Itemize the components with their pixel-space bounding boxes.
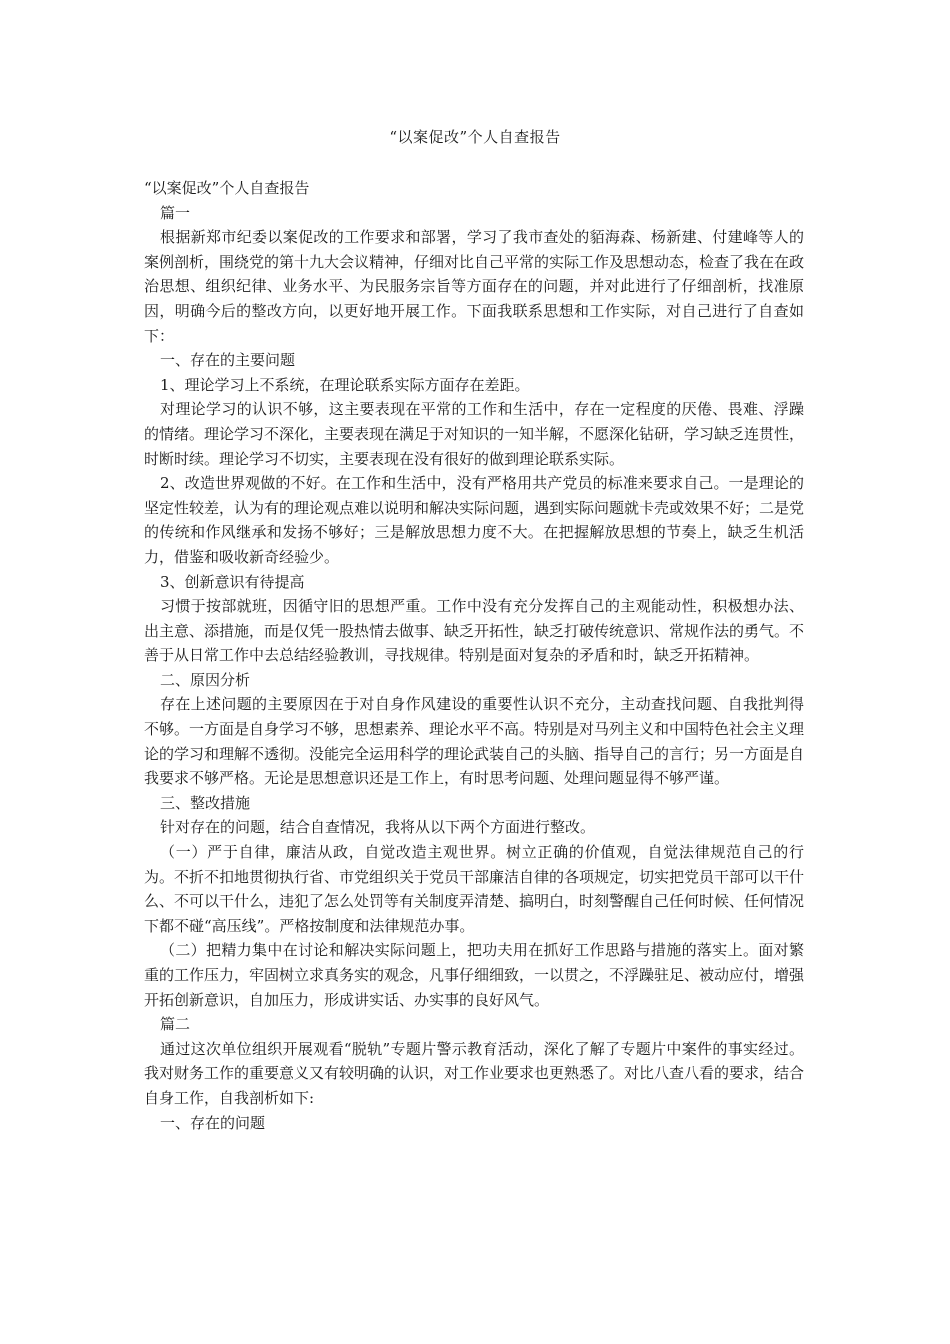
paragraph: 根据新郑市纪委以案促改的工作要求和部署，学习了我市查处的貊海森、杨新建、付建峰等人的案例剖析，围绕党的第十九大会议精神，仔细对比自己平常的实际工作及思想动态，检查了我在在政治思想、组织纪律、业务水平、为民服务宗旨等方面存在的问题，并对此进行了仔细剖析，找准原因，明确今后的整改方向，以更好地开展工作。下面我联系思想和工作实际，对自己进行了自查如下： [144, 228, 805, 345]
paragraph: 1、理论学习上不系统，在理论联系实际方面存在差距。 [160, 375, 530, 394]
paragraph: 3、创新意识有待提高 [160, 572, 305, 591]
paragraph: （二）把精力集中在讨论和解决实际问题上，把功夫用在抓好工作思路与措施的落实上。面对繁重的工作压力，牢固树立求真务实的观念，凡事仔细细致，一以贯之，不浮躁驻足、被动应付，增强开拓创新意识，自加压力，形成讲实话、办实事的良好风气。 [144, 941, 805, 1009]
paragraph: 针对存在的问题，结合自查情况，我将从以下两个方面进行整改。 [160, 818, 596, 837]
paragraph: （一）严于自律，廉洁从政，自觉改造主观世界。树立正确的价值观，自觉法律规范自己的行为。不折不扣地贯彻执行省、市党组织关于党员干部廉洁自律的各项规定，切实把党员干部可以干什么、不可以干什么，违犯了怎么处罚等有关制度弄清楚、搞明白，时刻警醒自己任何时候、任何情况下都不碰“高压线”。严格按制度和法律规范办事。 [144, 843, 805, 935]
paragraph: 通过这次单位组织开展观看“脱轨”专题片警示教育活动，深化了解了专题片中案件的事实经过。我对财务工作的重要意义又有较明确的认识，对工作业要求也更熟悉了。对比八查八看的要求，结合自身工作，自我剖析如下: [144, 1039, 805, 1107]
paragraph: 存在上述问题的主要原因在于对自身作风建设的重要性认识不充分，主动查找问题、自我批判得不够。一方面是自身学习不够，思想素养、理论水平不高。特别是对马列主义和中国特色社会主义理论的学习和理解不透彻。没能完全运用科学的理论武装自己的头脑、指导自己的言行；另一方面是自我要求不够严格。无论是思想意识还是工作上，有时思考问题、处理问题显得不够严谨。 [144, 695, 805, 788]
paragraph: 篇二 [160, 1015, 191, 1034]
paragraph: 对理论学习的认识不够，这主要表现在平常的工作和生活中，存在一定程度的厌倦、畏难、浮躁的情绪。理论学习不深化，主要表现在满足于对知识的一知半解，不愿深化钻研，学习缺乏连贯性，时断时续。理论学习不切实，主要表现在没有很好的做到理论联系实际。 [144, 400, 805, 468]
paragraph: 篇一 [160, 203, 191, 222]
paragraph: 一、存在的问题 [160, 1113, 266, 1132]
paragraph: 2、改造世界观做的不好。在工作和生活中，没有严格用共产党员的标准来要求自己。一是理论的坚定性较差，认为有的理论观点难以说明和解决实际问题，遇到实际问题就卡壳或效果不好；二是党的传统和作风继承和发扬不够好；三是解放思想力度不大。在把握解放思想的节奏上，缺乏生机活力，借鉴和吸收新奇经验少。 [144, 474, 805, 566]
paragraph: 一、存在的主要问题 [160, 351, 296, 370]
paragraph: “以案促改”个人自查报告 [144, 179, 310, 197]
document-title: “以案促改”个人自查报告 [389, 128, 561, 146]
paragraph: 三、整改措施 [160, 793, 251, 812]
paragraph: 二、原因分析 [160, 670, 251, 689]
document-body [144, 176, 804, 1135]
paragraph: 习惯于按部就班，因循守旧的思想严重。工作中没有充分发挥自己的主观能动性，积极想办法、出主意、添措施，而是仅凭一股热情去做事、缺乏开拓性，缺乏打破传统意识、常规作法的勇气。不善于从日常工作中去总结经验教训，寻找规律。特别是面对复杂的矛盾和时，缺乏开拓精神。 [144, 597, 805, 665]
